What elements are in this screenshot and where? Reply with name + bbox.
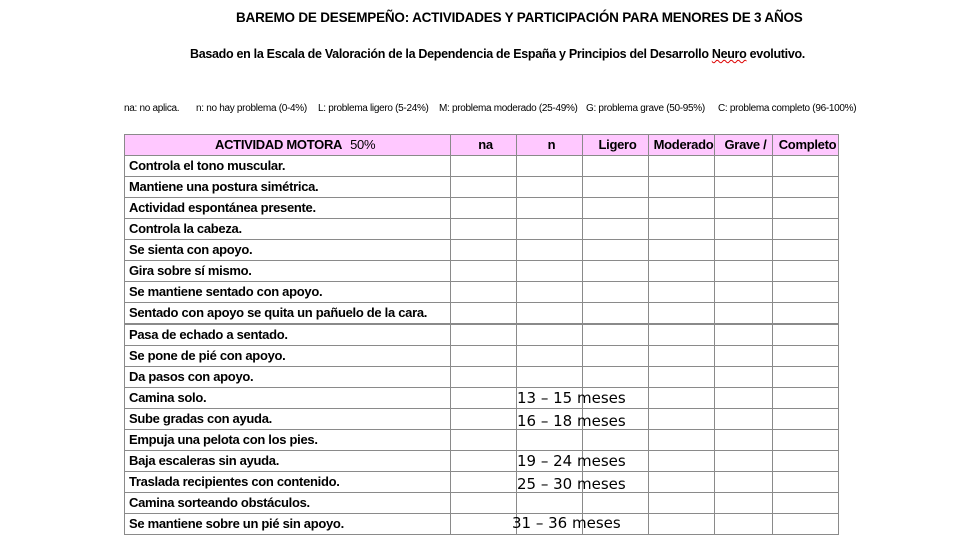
rating-cell-completo[interactable] bbox=[773, 177, 839, 198]
rating-cell-completo[interactable] bbox=[773, 346, 839, 367]
header-grave: Grave / bbox=[715, 135, 773, 156]
rating-cell-grave[interactable] bbox=[715, 388, 773, 409]
subtitle-end: evolutivo. bbox=[746, 47, 805, 61]
rating-cell-na[interactable] bbox=[451, 261, 517, 282]
rating-cell-na[interactable] bbox=[451, 325, 517, 346]
header-ligero: Ligero bbox=[583, 135, 649, 156]
table-row bbox=[125, 514, 839, 535]
rating-cell-grave[interactable] bbox=[715, 430, 773, 451]
rating-cell-moderado[interactable] bbox=[649, 219, 715, 240]
rating-cell-moderado[interactable] bbox=[649, 240, 715, 261]
rating-cell-n[interactable] bbox=[517, 367, 583, 388]
rating-cell-na[interactable] bbox=[451, 430, 517, 451]
subtitle-word-neuro: Neuro bbox=[711, 47, 747, 61]
rating-cell-grave[interactable] bbox=[715, 282, 773, 303]
rating-cell-na[interactable] bbox=[451, 367, 517, 388]
activity-label: Camina sorteando obstáculos. bbox=[125, 493, 451, 514]
rating-cell-ligero[interactable] bbox=[583, 261, 649, 282]
rating-cell-moderado[interactable] bbox=[649, 367, 715, 388]
table-row bbox=[125, 430, 839, 451]
table-row bbox=[125, 409, 839, 430]
table-header-row bbox=[125, 135, 839, 156]
rating-cell-n[interactable] bbox=[517, 282, 583, 303]
activity-label: Camina solo. bbox=[125, 388, 451, 409]
rating-cell-na[interactable] bbox=[451, 346, 517, 367]
rating-cell-completo[interactable] bbox=[773, 282, 839, 303]
table-row bbox=[125, 219, 839, 240]
rating-cell-grave[interactable] bbox=[715, 367, 773, 388]
rating-cell-ligero[interactable] bbox=[583, 325, 649, 346]
rating-cell-n[interactable] bbox=[517, 493, 583, 514]
age-label-13-15: 13 – 15 meses bbox=[517, 389, 626, 407]
activity-label: Pasa de echado a sentado. bbox=[125, 325, 451, 346]
rating-cell-moderado[interactable] bbox=[649, 346, 715, 367]
rating-cell-moderado[interactable] bbox=[649, 325, 715, 346]
rating-cell-grave[interactable] bbox=[715, 261, 773, 282]
table-row bbox=[125, 388, 839, 409]
rating-cell-na[interactable] bbox=[451, 409, 517, 430]
rating-cell-grave[interactable] bbox=[715, 198, 773, 219]
activity-label: Mantiene una postura simétrica. bbox=[125, 177, 451, 198]
header-completo: Completo bbox=[773, 135, 839, 156]
rating-cell-completo[interactable] bbox=[773, 430, 839, 451]
activity-label: Se mantiene sobre un pié sin apoyo. bbox=[125, 514, 451, 535]
rating-cell-n[interactable] bbox=[517, 346, 583, 367]
legend-m: M: problema moderado (25-49%) bbox=[439, 103, 578, 114]
table-row bbox=[125, 472, 839, 493]
rating-cell-n[interactable] bbox=[517, 303, 583, 324]
rating-cell-na[interactable] bbox=[451, 198, 517, 219]
rating-cell-na[interactable] bbox=[451, 451, 517, 472]
rating-cell-na[interactable] bbox=[451, 282, 517, 303]
activity-label: Sube gradas con ayuda. bbox=[125, 409, 451, 430]
table-row bbox=[125, 451, 839, 472]
rating-cell-completo[interactable] bbox=[773, 325, 839, 346]
age-label-16-18: 16 – 18 meses bbox=[517, 412, 626, 430]
rating-cell-grave[interactable] bbox=[715, 346, 773, 367]
rating-cell-completo[interactable] bbox=[773, 388, 839, 409]
table-row bbox=[125, 240, 839, 261]
rating-cell-moderado[interactable] bbox=[649, 261, 715, 282]
rating-cell-completo[interactable] bbox=[773, 219, 839, 240]
rating-cell-completo[interactable] bbox=[773, 240, 839, 261]
rating-cell-completo[interactable] bbox=[773, 367, 839, 388]
legend-l: L: problema ligero (5-24%) bbox=[318, 103, 429, 114]
rating-cell-moderado[interactable] bbox=[649, 514, 715, 535]
rating-cell-n[interactable] bbox=[517, 156, 583, 177]
rating-cell-completo[interactable] bbox=[773, 493, 839, 514]
rating-cell-na[interactable] bbox=[451, 219, 517, 240]
rating-cell-grave[interactable] bbox=[715, 240, 773, 261]
rating-cell-grave[interactable] bbox=[715, 409, 773, 430]
rating-cell-n[interactable] bbox=[517, 430, 583, 451]
rating-cell-moderado[interactable] bbox=[649, 198, 715, 219]
rating-cell-moderado[interactable] bbox=[649, 451, 715, 472]
rating-cell-na[interactable] bbox=[451, 156, 517, 177]
rating-cell-moderado[interactable] bbox=[649, 303, 715, 324]
rating-cell-grave[interactable] bbox=[715, 493, 773, 514]
rating-cell-ligero[interactable] bbox=[583, 430, 649, 451]
activity-label: Actividad espontánea presente. bbox=[125, 198, 451, 219]
rating-cell-ligero[interactable] bbox=[583, 156, 649, 177]
activity-label: Controla el tono muscular. bbox=[125, 156, 451, 177]
table-row bbox=[125, 367, 839, 388]
rating-cell-grave[interactable] bbox=[715, 219, 773, 240]
activity-label: Da pasos con apoyo. bbox=[125, 367, 451, 388]
rating-cell-completo[interactable] bbox=[773, 261, 839, 282]
table-row bbox=[125, 493, 839, 514]
rating-cell-n[interactable] bbox=[517, 325, 583, 346]
rating-cell-n[interactable] bbox=[517, 261, 583, 282]
rating-cell-ligero[interactable] bbox=[583, 198, 649, 219]
rating-cell-completo[interactable] bbox=[773, 451, 839, 472]
rating-cell-na[interactable] bbox=[451, 472, 517, 493]
rating-cell-n[interactable] bbox=[517, 198, 583, 219]
rating-cell-na[interactable] bbox=[451, 240, 517, 261]
rating-cell-na[interactable] bbox=[451, 303, 517, 324]
rating-cell-ligero[interactable] bbox=[583, 367, 649, 388]
rating-cell-ligero[interactable] bbox=[583, 303, 649, 324]
rating-cell-moderado[interactable] bbox=[649, 156, 715, 177]
rating-cell-na[interactable] bbox=[451, 177, 517, 198]
rating-cell-completo[interactable] bbox=[773, 409, 839, 430]
activity-label: Sentado con apoyo se quita un pañuelo de la cara. bbox=[125, 303, 451, 324]
age-label-25-30: 25 – 30 meses bbox=[517, 475, 626, 493]
header-n: n bbox=[517, 135, 583, 156]
rating-cell-moderado[interactable] bbox=[649, 430, 715, 451]
table-row bbox=[125, 346, 839, 367]
table-row bbox=[125, 303, 839, 324]
table-row bbox=[125, 261, 839, 282]
rating-cell-completo[interactable] bbox=[773, 303, 839, 324]
table-row bbox=[125, 282, 839, 303]
header-percent: 50% bbox=[350, 137, 376, 152]
table-row bbox=[125, 198, 839, 219]
rating-cell-moderado[interactable] bbox=[649, 409, 715, 430]
rating-cell-grave[interactable] bbox=[715, 325, 773, 346]
subtitle-text: Basado en la Escala de Valoración de la Dependencia de España y Principios del Desarrollo bbox=[190, 47, 709, 61]
legend-g: G: problema grave (50-95%) bbox=[586, 103, 705, 114]
header-moderado: Moderado bbox=[649, 135, 715, 156]
rating-cell-ligero[interactable] bbox=[583, 177, 649, 198]
rating-cell-ligero[interactable] bbox=[583, 282, 649, 303]
rating-cell-completo[interactable] bbox=[773, 472, 839, 493]
legend-c: C: problema completo (96-100%) bbox=[718, 103, 857, 114]
rating-cell-na[interactable] bbox=[451, 388, 517, 409]
activity-table-bottom bbox=[124, 324, 839, 535]
table-row bbox=[125, 177, 839, 198]
rating-cell-grave[interactable] bbox=[715, 303, 773, 324]
rating-cell-n[interactable] bbox=[517, 240, 583, 261]
activity-label: Baja escaleras sin ayuda. bbox=[125, 451, 451, 472]
rating-cell-grave[interactable] bbox=[715, 177, 773, 198]
header-activity: ACTIVIDAD MOTORA 50% bbox=[125, 135, 451, 156]
document-subtitle bbox=[190, 47, 805, 61]
rating-cell-na[interactable] bbox=[451, 493, 517, 514]
legend-na: na: no aplica. bbox=[124, 103, 180, 114]
rating-cell-completo[interactable] bbox=[773, 156, 839, 177]
activity-label: Se mantiene sentado con apoyo. bbox=[125, 282, 451, 303]
activity-label: Gira sobre sí mismo. bbox=[125, 261, 451, 282]
rating-cell-ligero[interactable] bbox=[583, 240, 649, 261]
rating-cell-moderado[interactable] bbox=[649, 472, 715, 493]
activity-label: Se sienta con apoyo. bbox=[125, 240, 451, 261]
legend-n: n: no hay problema (0-4%) bbox=[196, 103, 307, 114]
rating-cell-ligero[interactable] bbox=[583, 493, 649, 514]
rating-cell-n[interactable] bbox=[517, 219, 583, 240]
rating-cell-na[interactable] bbox=[451, 514, 517, 535]
activity-table-top bbox=[124, 134, 839, 324]
activity-label: Se pone de pié con apoyo. bbox=[125, 346, 451, 367]
rating-cell-ligero[interactable] bbox=[583, 346, 649, 367]
table-row bbox=[125, 156, 839, 177]
rating-cell-moderado[interactable] bbox=[649, 493, 715, 514]
document-title: BAREMO DE DESEMPEÑO: ACTIVIDADES Y PARTICIPACIÓN PARA MENORES DE 3 AÑOS bbox=[236, 10, 803, 25]
header-na: na bbox=[451, 135, 517, 156]
rating-cell-grave[interactable] bbox=[715, 514, 773, 535]
rating-cell-grave[interactable] bbox=[715, 156, 773, 177]
activity-label: Controla la cabeza. bbox=[125, 219, 451, 240]
activity-label: Empuja una pelota con los pies. bbox=[125, 430, 451, 451]
age-label-31-36: 31 – 36 meses bbox=[512, 514, 621, 532]
age-label-19-24: 19 – 24 meses bbox=[517, 452, 626, 470]
rating-cell-grave[interactable] bbox=[715, 472, 773, 493]
rating-cell-moderado[interactable] bbox=[649, 282, 715, 303]
rating-cell-ligero[interactable] bbox=[583, 219, 649, 240]
rating-cell-n[interactable] bbox=[517, 177, 583, 198]
activity-label: Traslada recipientes con contenido. bbox=[125, 472, 451, 493]
rating-cell-completo[interactable] bbox=[773, 514, 839, 535]
rating-cell-moderado[interactable] bbox=[649, 388, 715, 409]
rating-cell-moderado[interactable] bbox=[649, 177, 715, 198]
rating-cell-grave[interactable] bbox=[715, 451, 773, 472]
table-row bbox=[125, 325, 839, 346]
rating-cell-completo[interactable] bbox=[773, 198, 839, 219]
